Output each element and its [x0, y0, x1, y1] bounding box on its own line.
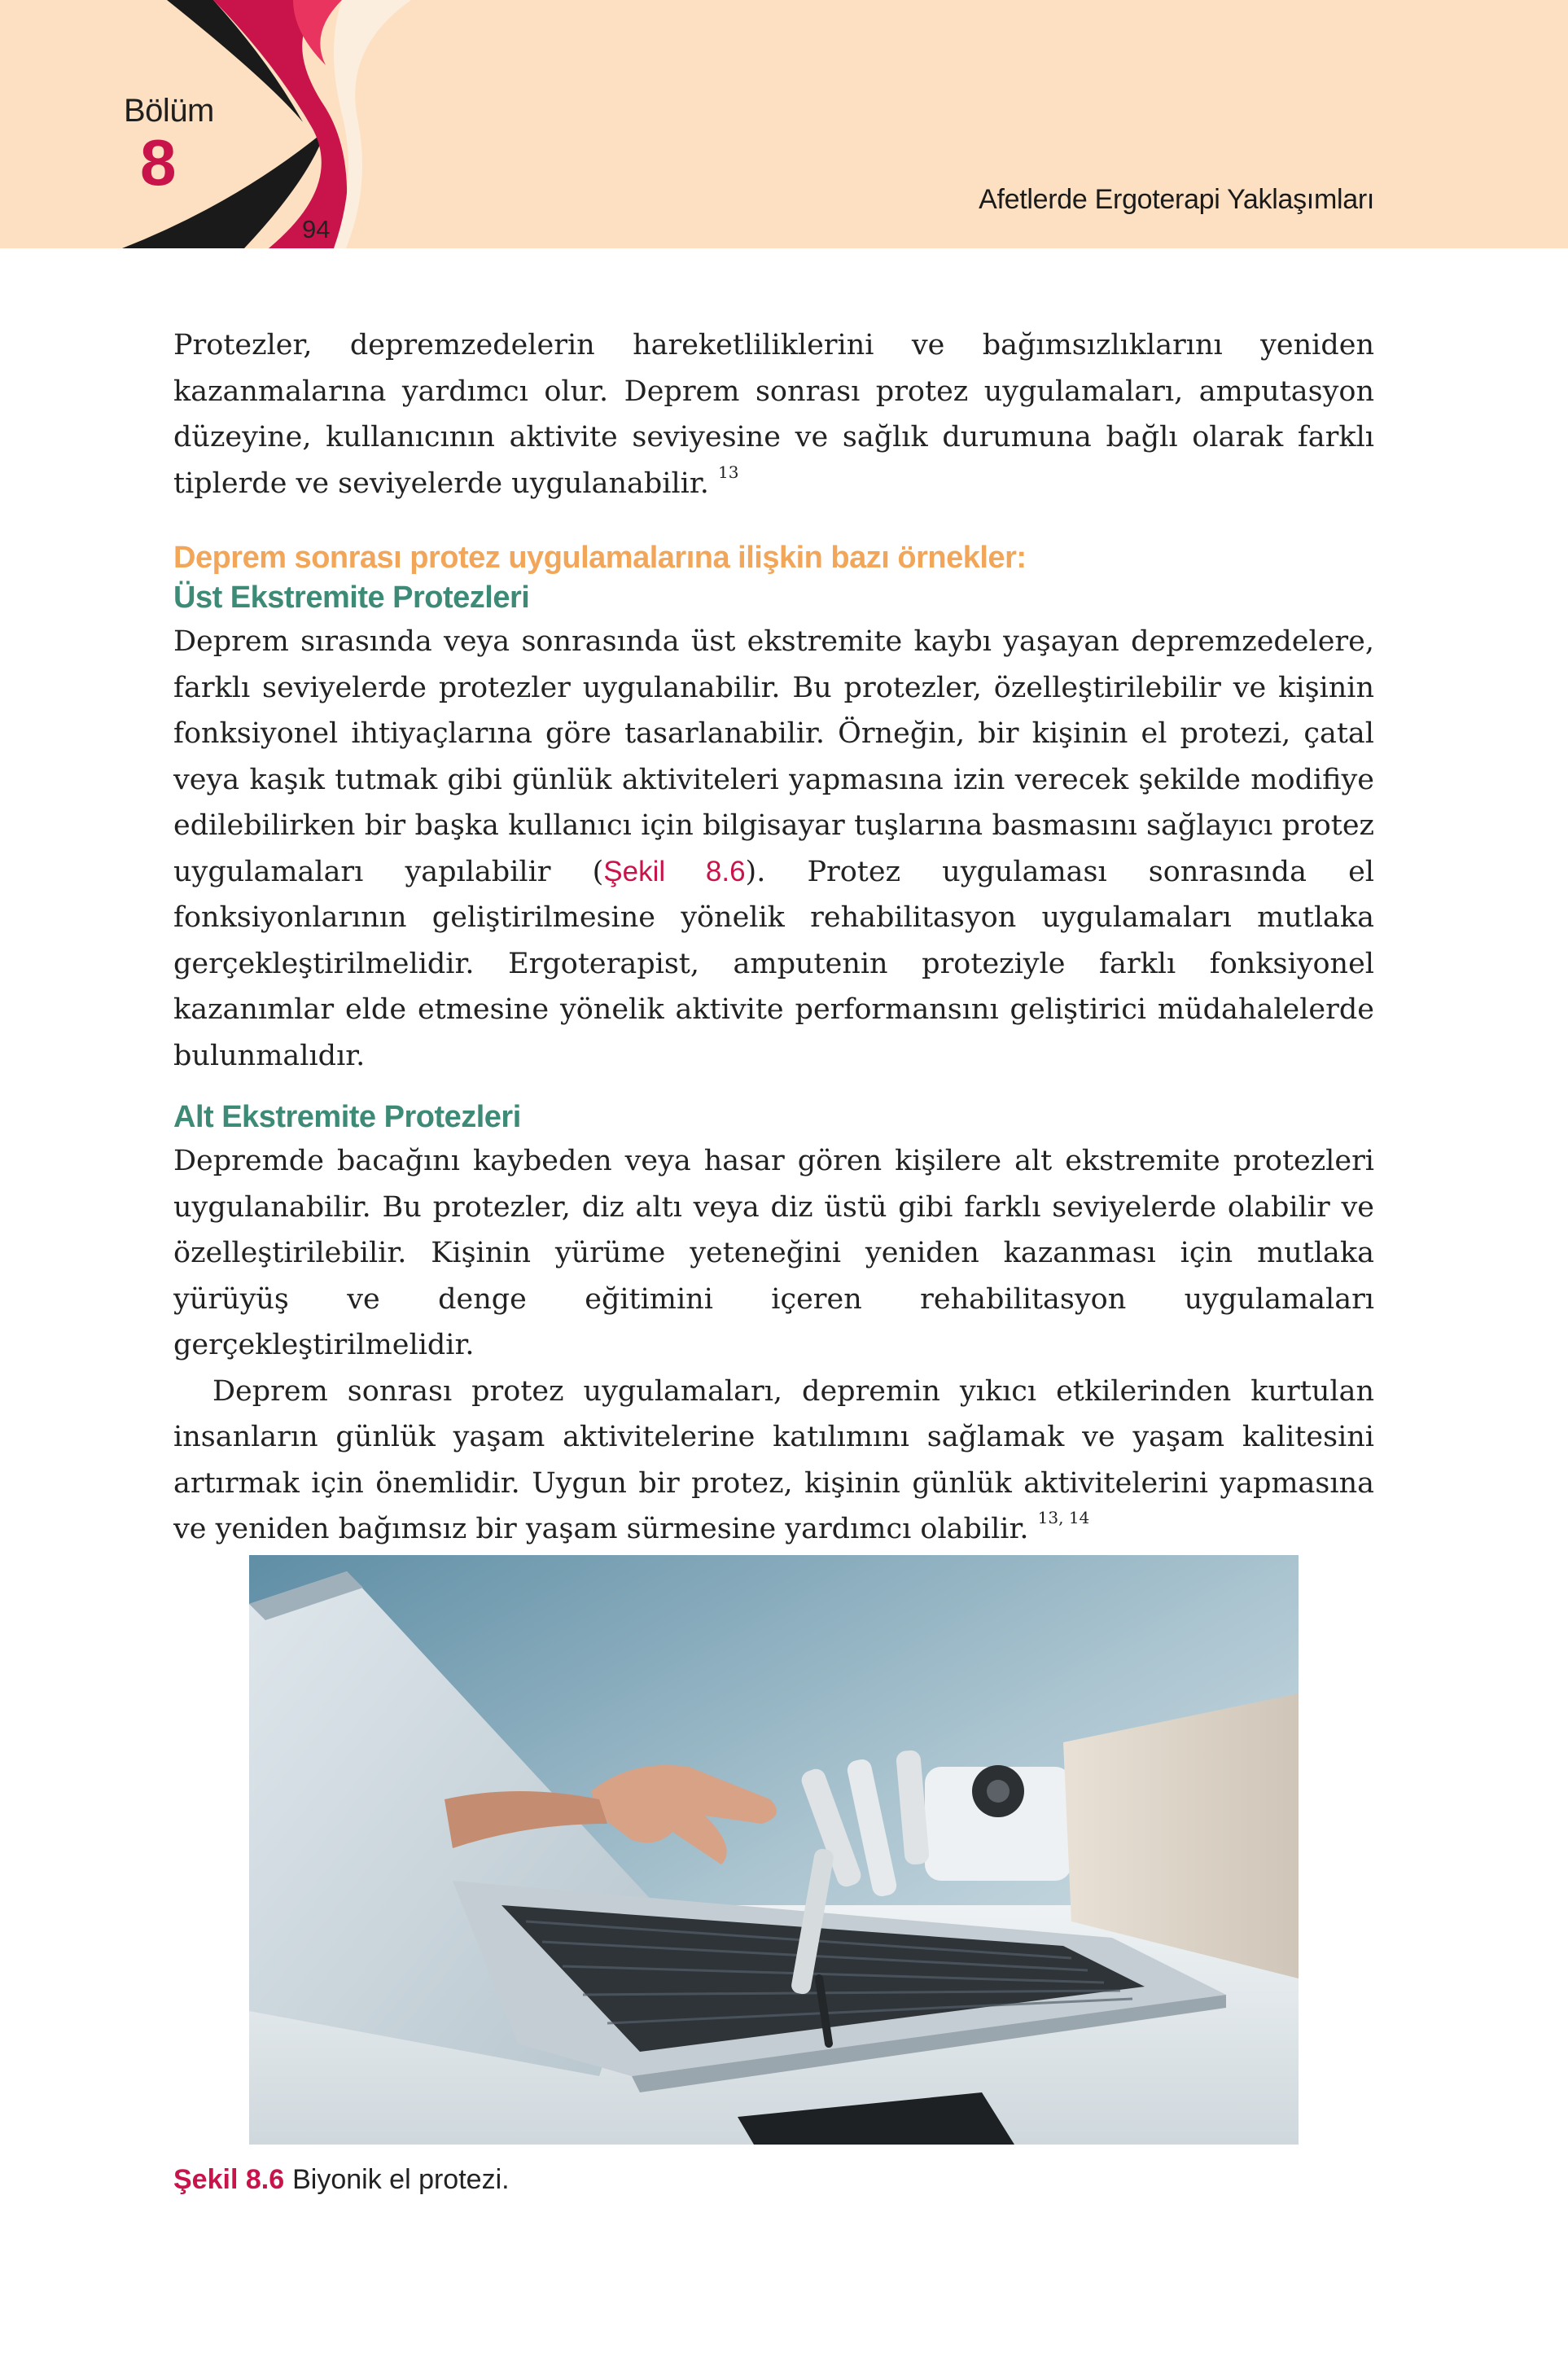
main-content [173, 322, 1374, 1553]
upper-extremity-paragraph [173, 619, 1374, 1079]
lower-extremity-paragraph: Depremde bacağını kaybeden veya hasar gören kişilere alt ekstremite protezleri uygulanabilir. Bu protezler, diz altı veya diz üstü gibi farklı seviyelerde olabilir ve özelleştirilebilir. Kişinin yürüme yeteneğini yeniden kazanması için mutlaka yürüyüş ve denge eğitimini içeren rehabilitasyon uygulamaları gerçekleştirilmelidir. [173, 1145, 1374, 1361]
figure-caption-text: Biyonik el protezi. [292, 2164, 510, 2195]
running-title: Afetlerde Ergoterapi Yaklaşımları [979, 184, 1374, 215]
lower-extremity-heading: Alt Ekstremite Protezleri [173, 1100, 521, 1134]
figure-caption [173, 2164, 510, 2196]
upper-extremity-heading: Üst Ekstremite Protezleri [173, 581, 530, 615]
page-header [0, 0, 1568, 248]
chapter-label: Bölüm [124, 93, 214, 129]
section-heading: Deprem sonrası protez uygulamalarına ilişkin bazı örnekler: [173, 541, 1027, 575]
citation: 13 [718, 462, 739, 482]
figure-label: Şekil 8.6 [173, 2164, 285, 2195]
intro-paragraph [173, 322, 1374, 506]
intro-text: Protezler, depremzedelerin hareketliliklerini ve bağımsızlıklarını yeniden kazanmalarına yardımcı olur. Deprem sonrası protez uygulamaları, amputasyon düzeyine, kullanıcının aktivite seviyesine ve sağlık durumuna bağlı olarak farklı tiplerde ve seviyelerde uygulanabilir. [173, 329, 1374, 500]
citation: 13, 14 [1037, 1508, 1090, 1527]
upper-text-2: ). Protez uygulaması sonrasında el fonksiyonlarının geliştirilmesine yönelik rehabilitasyon uygulamaları mutlaka gerçekleştirilmelidir. Ergoterapist, amputenin proteziyle farklı fonksiyonel kazanımlar elde etmesine yönelik aktivite performansını geliştirici müdahalelerde bulunmalıdır. [173, 855, 1374, 1072]
closing-text: Deprem sonrası protez uygulamaları, depremin yıkıcı etkilerinden kurtulan insanların günlük yaşam aktivitelerine katılımını sağlamak ve yaşam kalitesini artırmak için önemlidir. Uygun bir protez, kişinin günlük aktivitelerini yapmasına ve yeniden bağımsız bir yaşam sürmesine yardımcı olabilir. [173, 1374, 1374, 1545]
closing-paragraph [173, 1369, 1374, 1553]
upper-text-1: Deprem sırasında veya sonrasında üst ekstremite kaybı yaşayan depremzedelere, farklı seviyelerde protezler uygulanabilir. Bu protezler, özelleştirilebilir ve kişinin fonksiyonel ihtiyaçlarına göre tasarlanabilir. Örneğin, bir kişinin el protezi, çatal veya kaşık tutmak gibi günlük aktiviteleri yapmasına izin verecek şekilde modifiye edilebilirken bir başka kullanıcı için bilgisayar tuşlarına basmasını sağlayıcı protez uygulamaları yapılabilir ( [173, 625, 1374, 888]
page-number: 94 [302, 215, 331, 243]
figure-reference-link[interactable]: Şekil 8.6 [603, 855, 746, 887]
bionic-hand-photo [249, 1555, 1299, 2145]
chapter-number: 8 [140, 126, 177, 199]
